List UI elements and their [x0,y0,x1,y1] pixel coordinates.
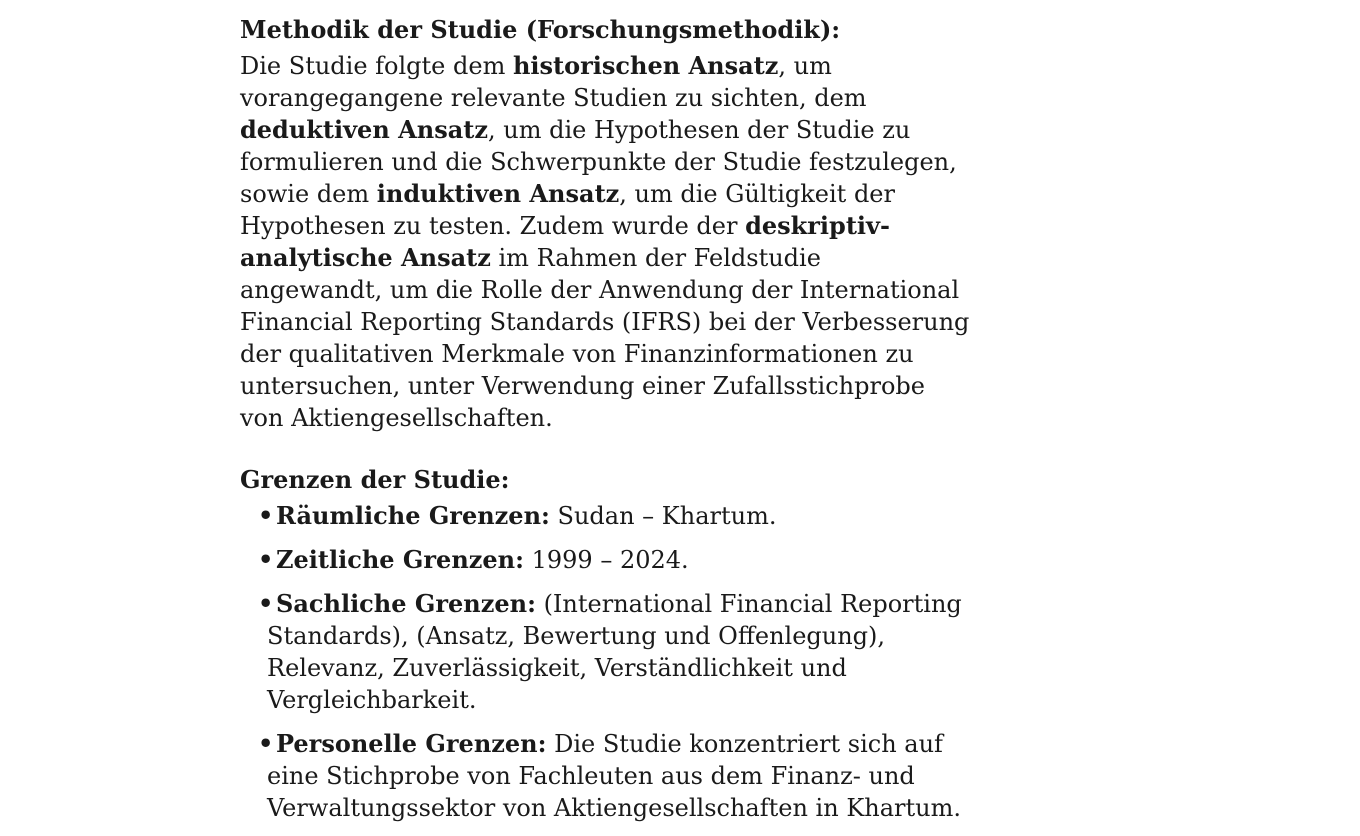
list-item-label: Räumliche Grenzen: [276,501,550,530]
paragraph-text: , um die Hypothesen der Studie zu formulieren und die Schwerpunkte der Studie festzulegen, sowie dem [240,116,957,208]
list-item-label: Zeitliche Grenzen: [276,545,524,574]
list-item [240,588,970,716]
bullet-icon: • [258,729,274,758]
methodik-heading: Methodik der Studie (Forschungsmethodik): [240,15,841,44]
emphasis-term: induktiven Ansatz [376,179,620,208]
list-item-text: Die Studie konzentriert sich auf eine Stichprobe von Fachleuten aus dem Finanz- und Verwaltungssektor von Aktiengesellschaften in Khartum. [267,730,961,822]
list-item [240,544,970,576]
paragraph-text: Die Studie folgte dem [240,52,513,80]
list-item-text: Sudan – Khartum. [549,502,777,530]
document-page [240,14,970,836]
bullet-icon: • [258,501,274,530]
grenzen-list [240,500,970,824]
list-item-text: (International Financial Reporting Standards), (Ansatz, Bewertung und Offenlegung), Relevanz, Zuverlässigkeit, Verständlichkeit und Vergleichbarkeit. [267,590,962,714]
bullet-icon: • [258,589,274,618]
list-item-label: Sachliche Grenzen: [276,589,536,618]
paragraph-text: im Rahmen der Feldstudie angewandt, um die Rolle der Anwendung der International Financial Reporting Standards (IFRS) bei der Verbesserung der qualitativen Merkmale von Finanzinformationen zu untersuchen, unter Verwendung einer Zufallsstichprobe von Aktiengesellschaften. [240,244,970,432]
methodik-paragraph [240,50,970,434]
emphasis-term: deduktiven Ansatz [240,115,488,144]
paragraph-text: , um vorangegangene relevante Studien zu sichten, dem [240,52,867,112]
bullet-icon: • [258,545,274,574]
list-item-text: 1999 – 2024. [523,546,689,574]
emphasis-term: historischen Ansatz [512,51,779,80]
grenzen-heading: Grenzen der Studie: [240,465,510,494]
emphasis-term: deskriptiv-analytische Ansatz [240,211,890,272]
list-item [240,500,970,532]
list-item [240,728,970,824]
list-item-label: Personelle Grenzen: [276,729,547,758]
paragraph-text: , um die Gültigkeit der Hypothesen zu testen. Zudem wurde der [240,180,895,240]
